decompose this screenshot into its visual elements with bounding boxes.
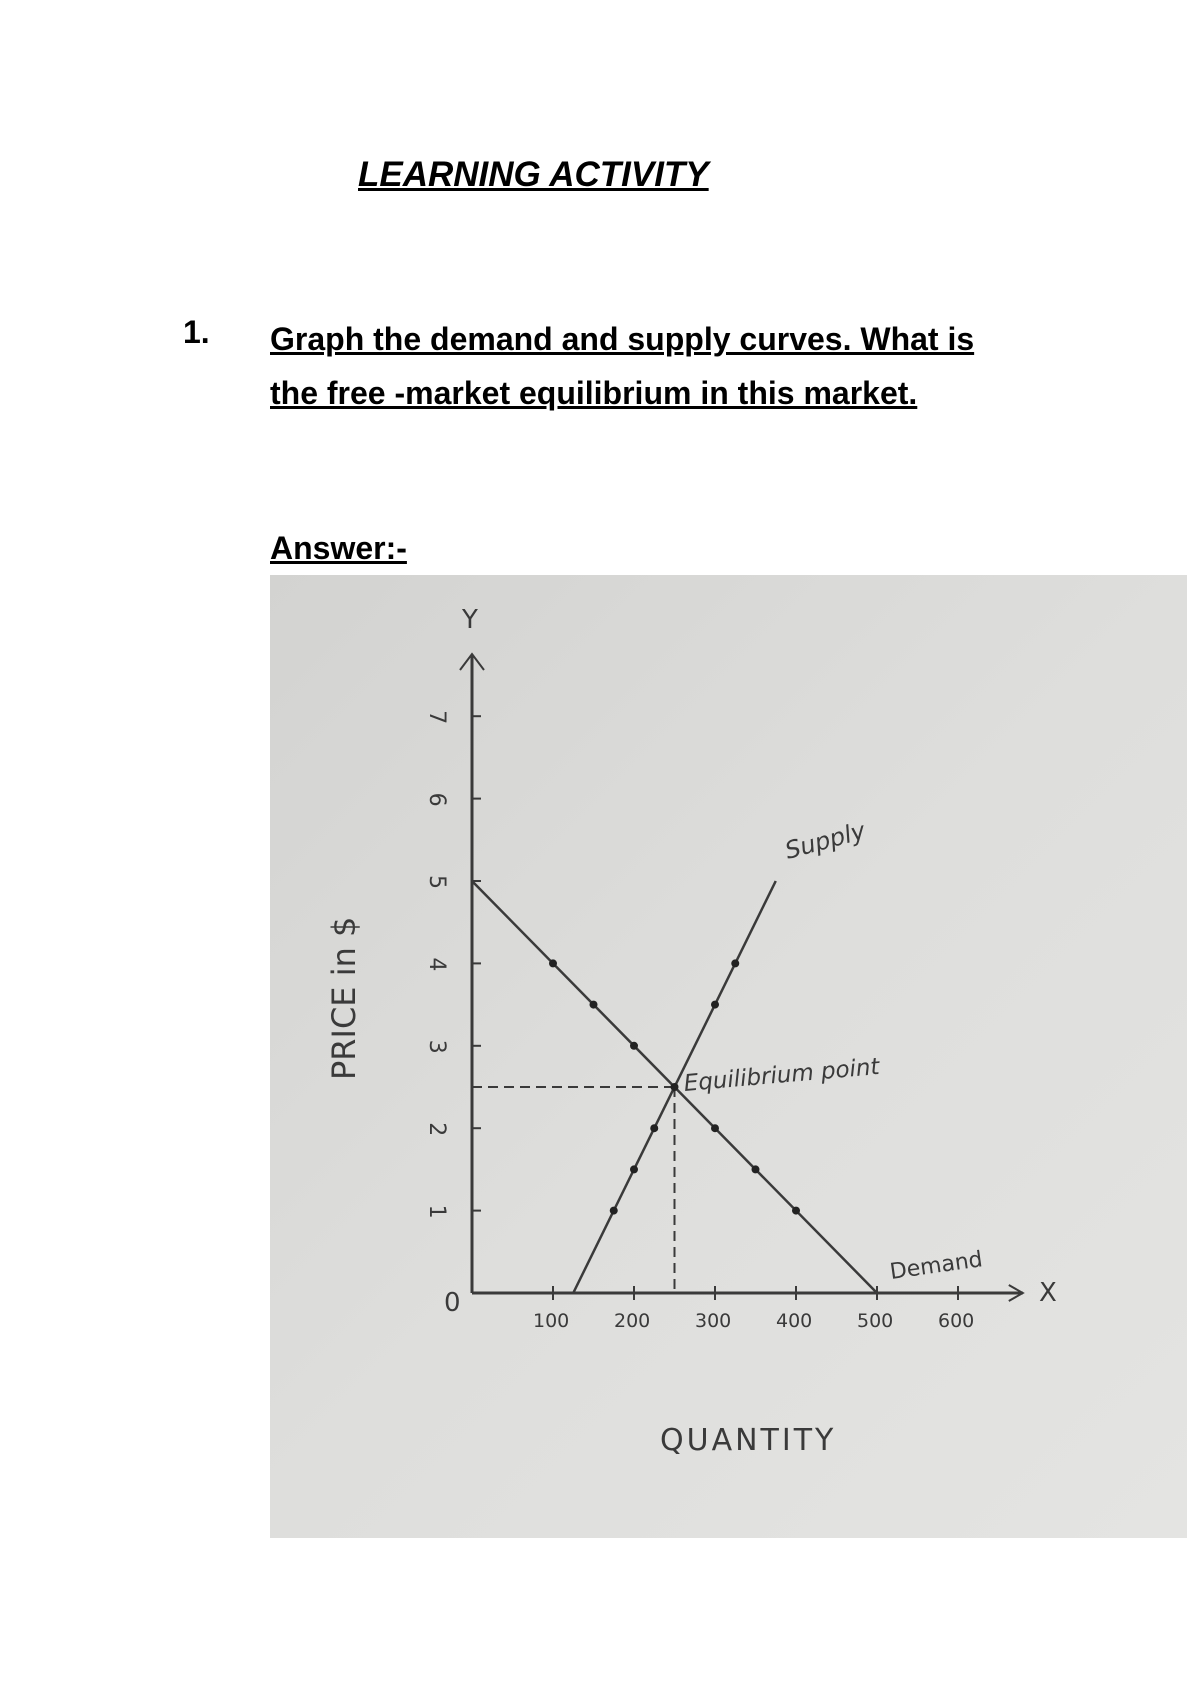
y-tick-label: 4 — [424, 957, 449, 972]
supply-label: Supply — [782, 816, 869, 865]
question-line-2: the free -market equilibrium in this market. — [270, 375, 918, 411]
x-axis-letter: X — [1039, 1278, 1057, 1308]
x-tick-label: 200 — [614, 1310, 651, 1332]
y-axis-title: PRICE in $ — [325, 916, 363, 1080]
demand-label: Demand — [888, 1247, 985, 1285]
demand-point — [752, 1165, 760, 1173]
x-axis-title: QUANTITY — [660, 1423, 837, 1458]
x-tick-label: 600 — [938, 1310, 975, 1332]
demand-point — [792, 1207, 800, 1215]
question-line-1: Graph the demand and supply curves. What is — [270, 321, 975, 357]
y-axis-letter: Y — [462, 605, 478, 635]
supply-point — [711, 1001, 719, 1009]
demand-point — [711, 1124, 719, 1132]
question-number: 1. — [183, 314, 210, 350]
x-tick-label: 400 — [776, 1310, 813, 1332]
y-tick-label: 3 — [424, 1039, 449, 1054]
demand-point — [590, 1001, 598, 1009]
supply-point — [630, 1165, 638, 1173]
y-tick-label: 1 — [424, 1204, 449, 1219]
x-tick-label: 300 — [695, 1310, 732, 1332]
origin-label: 0 — [444, 1288, 461, 1318]
supply-point — [650, 1124, 658, 1132]
page-title: LEARNING ACTIVITY — [358, 155, 709, 194]
equilibrium-label: Equilibrium point — [682, 1053, 881, 1097]
x-tick-label: 100 — [533, 1310, 570, 1332]
y-tick-label: 7 — [424, 710, 449, 725]
x-tick-label: 500 — [857, 1310, 894, 1332]
answer-label: Answer:- — [270, 530, 407, 566]
supply-point — [731, 959, 739, 967]
y-tick-label: 6 — [424, 792, 449, 807]
y-tick-label: 5 — [424, 875, 449, 889]
demand-point — [549, 959, 557, 967]
demand-point — [630, 1042, 638, 1050]
supply-point — [610, 1207, 618, 1215]
equilibrium-point — [671, 1083, 679, 1091]
y-tick-label: 2 — [424, 1122, 449, 1137]
